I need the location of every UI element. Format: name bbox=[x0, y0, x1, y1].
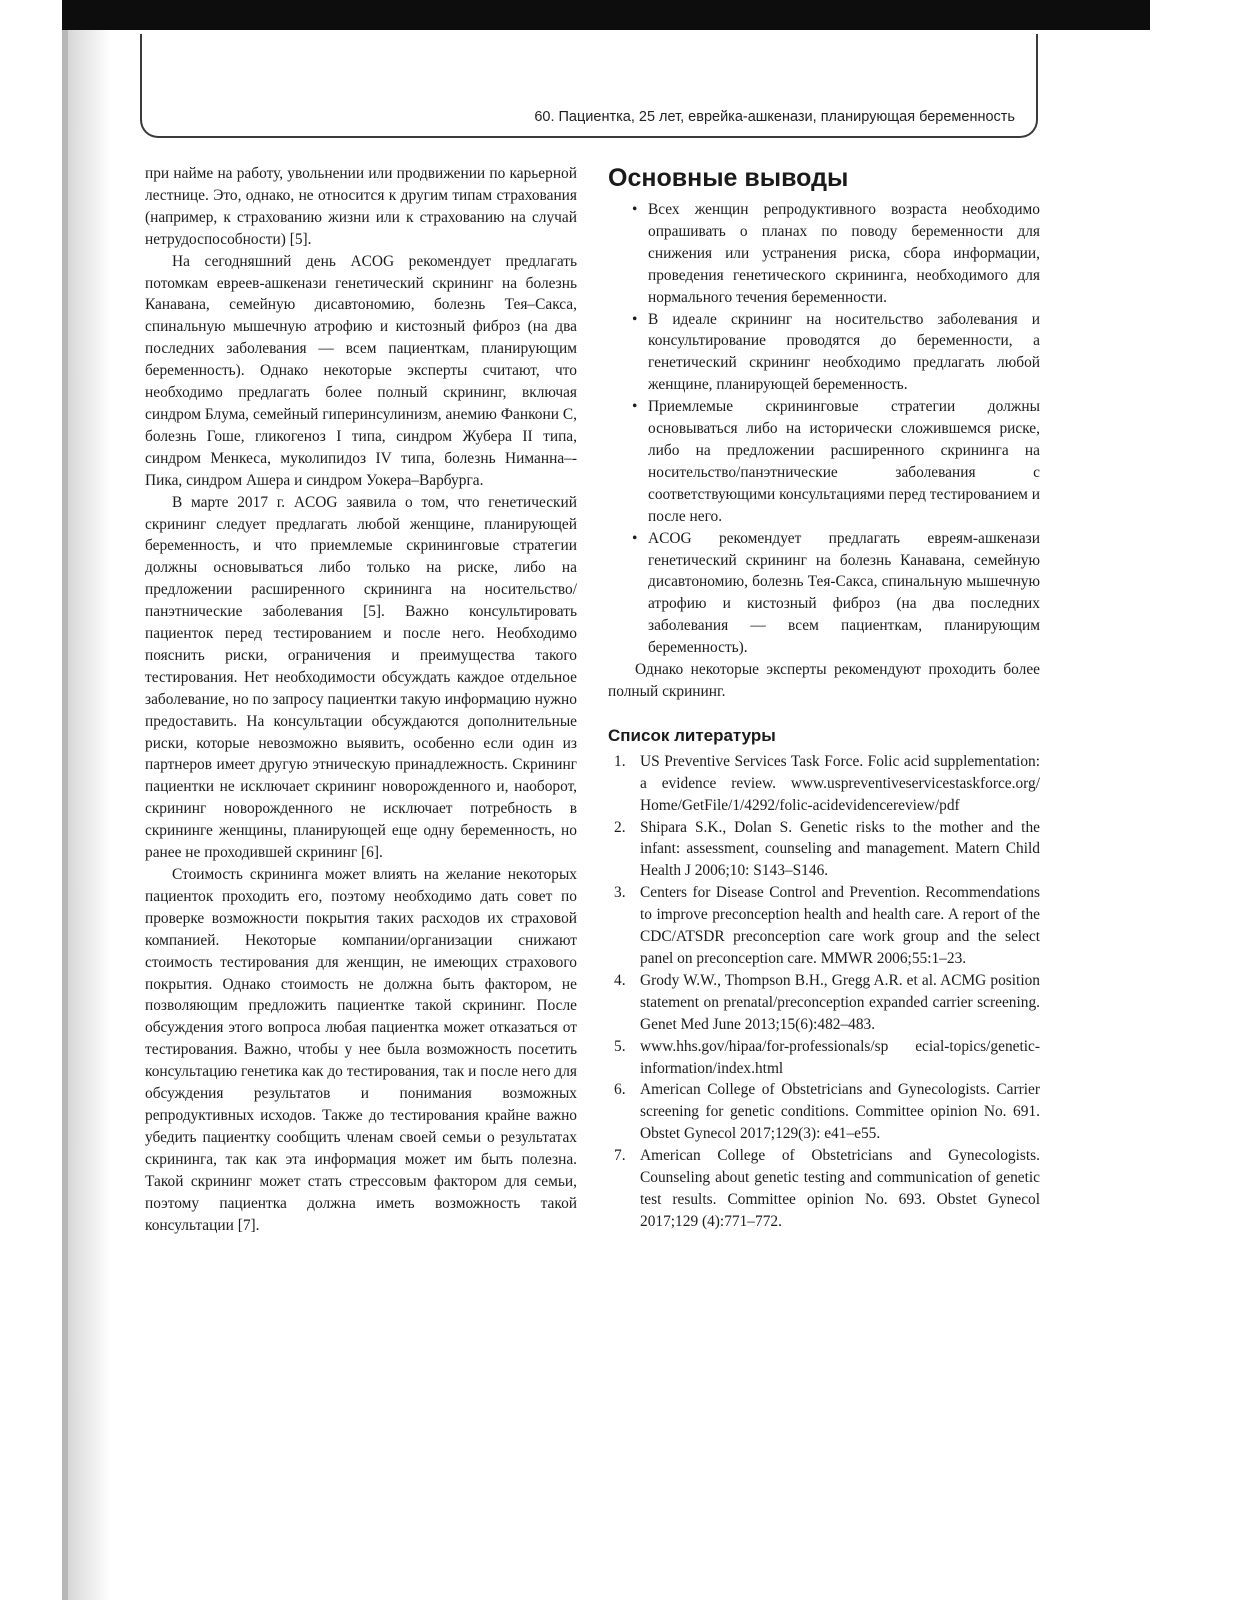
bullet-icon: • bbox=[632, 201, 638, 218]
reference-number: 7. bbox=[614, 1147, 626, 1165]
reference-item bbox=[608, 970, 1040, 1036]
scan-top-edge bbox=[62, 0, 1152, 30]
reference-text: Grody W.W., Thompson B.H., Gregg A.R. et al. ACMG position statement on prenatal/preconception expanded carrier screening. Genet Med June 2013;15(6):482–483. bbox=[640, 971, 1040, 1033]
reference-item bbox=[608, 1079, 1040, 1145]
key-points-list bbox=[608, 199, 1040, 659]
references-list bbox=[608, 751, 1040, 1233]
bullet-icon: • bbox=[632, 529, 638, 547]
section-title: Основные выводы bbox=[608, 164, 849, 192]
scan-left-edge bbox=[62, 30, 68, 1600]
reference-number: 2. bbox=[614, 818, 626, 836]
paragraph: На сегодняшний день ACOG рекомендует предлагать потомкам евреев-ашкенази генетический скрининг на болезнь Канавана, семейную дисавтономию, болезнь Тея–Сакса, спинальную мышечную атрофию и кистозный фиброз (на два последних заболевания — всем пациенткам, планирующим беременность). Однако некоторые эксперты считают, что необходимо предлагать более полный скрининг, включая синдром Блума, семейный гиперинсулинизм, анемию Фанкони C, болезнь Гоше, гликогеноз I типа, синдром Жубера II типа, синдром Менкеса, муколипидоз IV типа, болезнь Ниманна–-Пика, синдром Ашера и синдром Уокера–Варбурга. bbox=[145, 252, 577, 489]
scan-binding-shadow bbox=[62, 30, 110, 1600]
reference-number: 3. bbox=[614, 884, 626, 902]
paragraph: Однако некоторые эксперты рекомендуют проходить более полный скрининг. bbox=[608, 661, 1040, 700]
reference-text: American College of Obstetricians and Gynecologists. Carrier screening for genetic conditions. Committee opinion No. 691. Obstet Gynecol 2017;129(3): e41–e55. bbox=[640, 1081, 1040, 1143]
list-item-text: Приемлемые скрининговые стратегии должны основываться либо на исторически сложившемся риске, либо на предложении расширенного скрининга на носительство/панэтнические заболевания с соответствующими консультациями перед тестированием и после него. bbox=[648, 398, 1040, 525]
list-item bbox=[608, 528, 1040, 659]
reference-text: US Preventive Services Task Force. Folic acid supplementation: a evidence review. www.uspreventiveservicestaskforce.org/ Home/GetFile/1/4292/folic-acidevidencereview/pdf bbox=[640, 752, 1040, 814]
paragraph: В марте 2017 г. ACOG заявила о том, что генетический скрининг следует предлагать любой женщине, планирующей беременность, и что приемлемые скрининговые стратегии должны основываться либо только на риске, либо на предложении расширенного скрининга на носительство/панэтнические заболевания [5]. Важно консультировать пациенток перед тестированием и после него. Необходимо пояснить риски, ограничения и преимущества такого тестирования. Нет необходимости обсуждать каждое отдельное заболевание, но по запросу пациентки такую информацию нужно предоставить. На консультации обсуждаются дополнительные риски, которые невозможно выявить, особенно если один из партнеров имеет другую этническую принадлежность. Скрининг пациентки не исключает скрининг новорожденного и, наоборот, скрининг новорожденного не исключает потребность в скрининге женщины, планирующей еще одну беременность, но ранее не проходившей скрининг [6]. bbox=[145, 493, 577, 862]
bullet-icon: • bbox=[632, 398, 638, 416]
reference-item bbox=[608, 1036, 1040, 1080]
reference-number: 1. bbox=[614, 752, 626, 770]
reference-item bbox=[608, 1145, 1040, 1233]
list-item-text: В идеале скрининг на носительство заболевания и консультирование проводятся до беременности, а генетический скрининг необходимо предлагать любой женщине, планирующей беременность. bbox=[648, 310, 1040, 394]
list-item bbox=[608, 396, 1040, 527]
reference-item bbox=[608, 817, 1040, 883]
right-column bbox=[608, 163, 1040, 1233]
reference-item bbox=[608, 751, 1040, 817]
reference-number: 5. bbox=[614, 1037, 626, 1055]
reference-item bbox=[608, 882, 1040, 970]
reference-number: 4. bbox=[614, 971, 626, 989]
reference-number: 6. bbox=[614, 1081, 626, 1099]
reference-text: American College of Obstetricians and Gynecologists. Counseling about genetic testing and communication of genetic test results. Committee opinion No. 693. Obstet Gynecol 2017;129 (4):771–772. bbox=[640, 1147, 1040, 1230]
list-item-text: ACOG рекомендует предлагать евреям-ашкенази генетический скрининг на болезнь Канавана, семейную дисавтономию, болезнь Тея-Сакса, спинальную мышечную атрофию и кистозный фиброз (на два последних заболевания — всем пациенткам, планирующим беременность). bbox=[648, 529, 1040, 657]
reference-text: Centers for Disease Control and Prevention. Recommendations to improve preconception health and health care. A report of the CDC/ATSDR preconception care work group and the select panel on preconception care. MMWR 2006;55:1–23. bbox=[640, 884, 1040, 967]
list-item bbox=[608, 199, 1040, 309]
list-item-text: Всех женщин репродуктивного возраста необходимо опрашивать о планах по поводу беременности для снижения или устранения риска, сбора информации, проведения генетического скрининга, необходимого для нормального течения беременности. bbox=[648, 201, 1040, 306]
scan-right-margin bbox=[1150, 0, 1237, 1600]
left-column bbox=[145, 163, 577, 1236]
paragraph: Стоимость скрининга может влиять на желание некоторых пациенток проходить его, поэтому необходимо дать совет по проверке возможности покрытия таких расходов их страховой компанией. Некоторые компании/организации снижают стоимость тестирования для женщин, не имеющих страхового покрытия. Однако стоимость не должна быть фактором, не позволяющим предложить пациентке такой скрининг. После обсуждения этого вопроса любая пациентка может отказаться от тестирования. Важно, чтобы у нее была возможность посетить консультацию генетика как до тестирования, так и после него для обсуждения результатов и понимания возможных репродуктивных исходов. Также до тестирования крайне важно убедить пациентку сообщить членам своей семьи о результатах скрининга, так как эта информация может им быть полезна. Такой скрининг может стать стрессовым фактором для семьи, поэтому пациентка должна иметь возможность такой консультации [7]. bbox=[145, 866, 577, 1234]
references-title: Список литературы bbox=[608, 725, 776, 745]
reference-text: Shipara S.K., Dolan S. Genetic risks to the mother and the infant: assessment, counseling and management. Matern Child Health J 2006;10: S143–S146. bbox=[640, 818, 1040, 880]
running-head: 60. Пациентка, 25 лет, еврейка-ашкенази, планирующая беременность bbox=[534, 109, 1015, 125]
bullet-icon: • bbox=[632, 310, 638, 328]
paragraph: при найме на работу, увольнении или продвижении по карьерной лестнице. Это, однако, не относится к другим типам страхования (например, к страхованию жизни или к страхованию на случай нетрудоспособности) [5]. bbox=[145, 165, 577, 248]
reference-text: www.hhs.gov/hipaa/for-professionals/sp ecial-topics/genetic-information/index.html bbox=[640, 1037, 1040, 1077]
list-item bbox=[608, 309, 1040, 397]
